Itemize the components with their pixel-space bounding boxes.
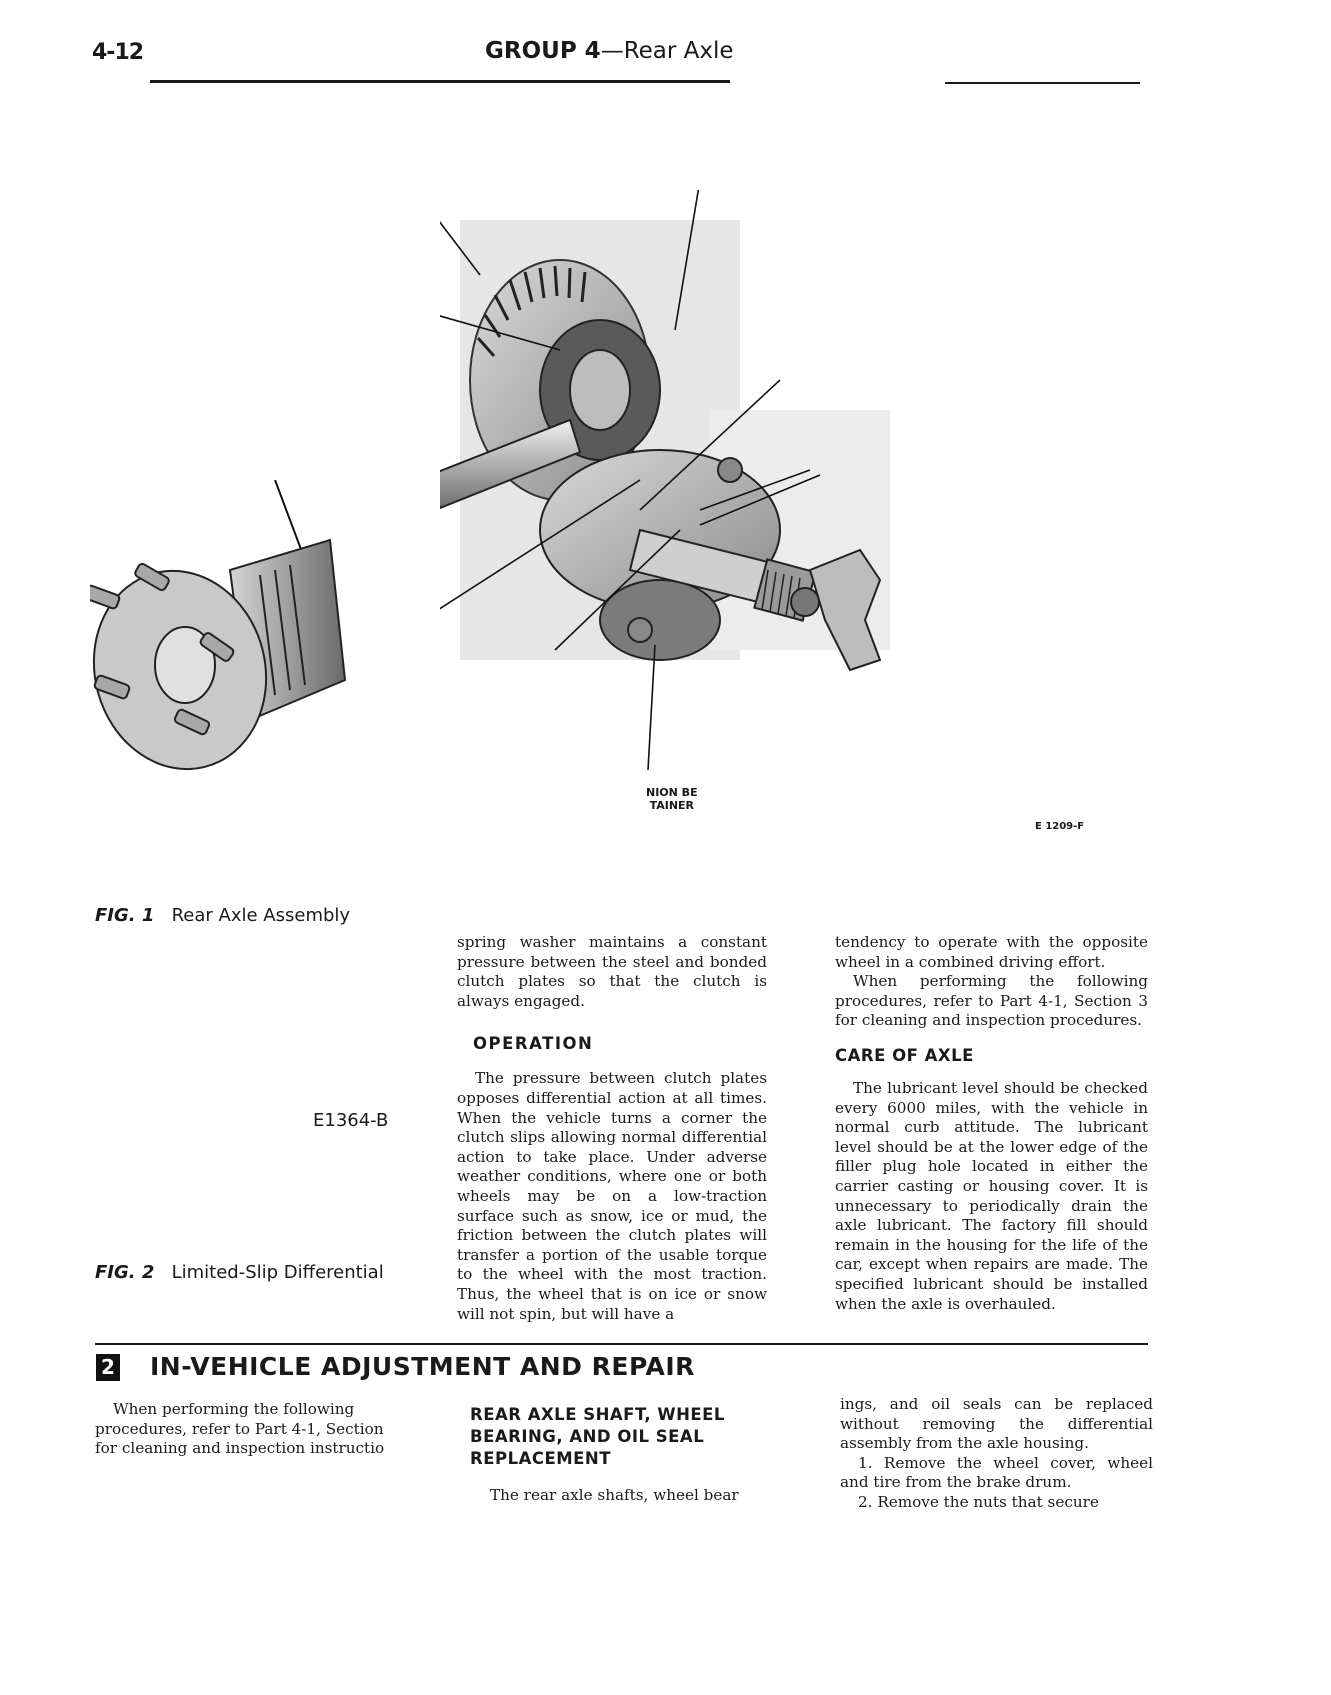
figure1-label: FIG. 1 bbox=[95, 905, 155, 926]
section-rule bbox=[95, 1343, 1148, 1345]
paragraph: ings, and oil seals can be replaced without removing the differential assembly from the axle housing. bbox=[840, 1395, 1153, 1453]
figure1-code: E 1209-F bbox=[1035, 821, 1085, 832]
step-2: 2. Remove the nuts that secure bbox=[858, 1492, 1099, 1511]
paragraph: When performing the following procedures, refer to Part 4-1, Section 3 for cleaning and inspection procedures. bbox=[835, 972, 1148, 1030]
limited-slip-differential-illustration bbox=[90, 480, 380, 780]
right-column bbox=[835, 933, 1148, 1314]
figure2-caption bbox=[95, 1262, 384, 1283]
figure1-caption-text: Rear Axle Assembly bbox=[171, 905, 351, 926]
group-title: Rear Axle bbox=[623, 38, 734, 64]
bolt-icon bbox=[718, 458, 742, 482]
care-of-axle-heading: CARE OF AXLE bbox=[835, 1045, 974, 1065]
figure2-label: FIG. 2 bbox=[95, 1262, 155, 1283]
paragraph: When performing the following procedures, refer to Part 4-1, Section for cleaning and inspection instructio bbox=[95, 1400, 385, 1458]
middle-column bbox=[457, 933, 767, 1324]
figure1-caption bbox=[95, 905, 350, 926]
figure2-caption-text: Limited-Slip Differential bbox=[171, 1262, 384, 1283]
pinion-nut bbox=[791, 588, 819, 616]
carrier-base bbox=[600, 580, 720, 660]
group-label: GROUP 4 bbox=[485, 38, 601, 64]
page-number: 4-12 bbox=[92, 40, 144, 65]
paragraph: The pressure between clutch plates opposes differential action at all times. When the vehicle turns a corner the clutch slips allowing normal differential action to take place. Under adverse weather conditions, where one or both wheels may be on a low-traction surface such as snow, ice or mud, the friction between the clutch plates will transfer a portion of the usable torque to the wheel with the most traction. Thus, the wheel that is on ice or snow will not spin, but will have a bbox=[457, 1069, 767, 1323]
side-gear bbox=[570, 350, 630, 430]
bolt-icon bbox=[628, 618, 652, 642]
header-rule-right bbox=[945, 82, 1140, 84]
paragraph: spring washer maintains a constant pressure between the steel and bonded clutch plates so that the clutch is always engaged. bbox=[457, 933, 767, 1010]
paragraph: tendency to operate with the opposite wheel in a combined driving effort. bbox=[835, 933, 1148, 971]
step-1: 1. Remove the wheel cover, wheel and tire from the brake drum. bbox=[840, 1453, 1153, 1492]
rear-axle-assembly-illustration bbox=[440, 190, 980, 780]
paragraph: The lubricant level should be checked every 6000 miles, with the vehicle in normal curb attitude. The lubricant level should be at the lower edge of the filler plug hole located in either the carrier casting or housing cover. It is unnecessary to periodically drain the axle lubricant. The factory fill should remain in the housing for the life of the car, except when repairs are made. The specified lubricant should be installed when the axle is overhauled. bbox=[835, 1078, 1148, 1313]
section-title: IN-VEHICLE ADJUSTMENT AND REPAIR bbox=[150, 1352, 695, 1381]
section2-left-column bbox=[95, 1400, 395, 1459]
section2-right-column bbox=[840, 1395, 1153, 1513]
paragraph: The rear axle shafts, wheel bear bbox=[490, 1486, 739, 1504]
section2-middle-column bbox=[470, 1404, 770, 1506]
operation-heading: OPERATION bbox=[473, 1034, 594, 1054]
pinion-bearing-retainer-callout: NION BE TAINER bbox=[646, 786, 698, 812]
running-header: GROUP 4—Rear Axle bbox=[485, 38, 734, 64]
axle-shaft-subheading: REAR AXLE SHAFT, WHEEL BEARING, AND OIL SEAL REPLACEMENT bbox=[470, 1405, 725, 1468]
section-number-badge: 2 bbox=[96, 1354, 120, 1381]
figure2-code: E1364-B bbox=[313, 1110, 389, 1131]
header-rule bbox=[150, 80, 730, 83]
